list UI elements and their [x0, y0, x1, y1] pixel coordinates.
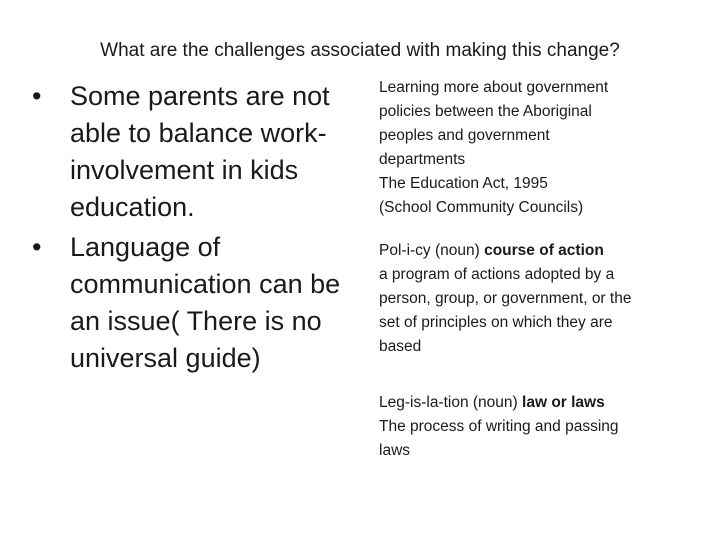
intro-paragraph [379, 76, 699, 220]
legislation-definition-line: The process of writing and passing [379, 418, 619, 435]
legislation-term-line [379, 391, 699, 415]
policy-term: Pol-i-cy (noun) [379, 242, 480, 259]
challenge-text: Some parents are not able to balance work- involvement in kids education. [70, 81, 330, 222]
intro-line: departments [379, 151, 466, 168]
policy-definition-line: set of principles on which they are [379, 314, 613, 331]
policy-heading: course of action [484, 242, 604, 259]
legislation-definition-line: laws [379, 442, 411, 459]
bullet-icon: • [32, 232, 42, 262]
challenge-bullet-item [30, 229, 360, 377]
intro-line: Learning more about government [379, 79, 609, 96]
slide-title: What are the challenges associated with making this change? [100, 40, 620, 61]
challenge-text: Language of communication can be an issue( There is no universal guide) [70, 232, 341, 373]
policy-term-line [379, 239, 699, 263]
intro-line: The Education Act, 1995 [379, 175, 548, 192]
bullet-icon: • [32, 81, 42, 111]
policy-definition [379, 239, 699, 359]
policy-definition-line: person, group, or government, or the [379, 290, 632, 307]
definitions-column [379, 76, 699, 463]
intro-line: policies between the Aboriginal [379, 103, 592, 120]
legislation-term: Leg-is-la-tion (noun) [379, 394, 518, 411]
intro-line: peoples and government [379, 127, 550, 144]
policy-definition-line: based [379, 338, 422, 355]
challenges-list [30, 78, 360, 377]
challenges-column [30, 78, 360, 380]
legislation-definition [379, 391, 699, 463]
challenge-bullet-item [30, 78, 360, 226]
intro-line: (School Community Councils) [379, 199, 584, 216]
legislation-heading: law or laws [522, 394, 605, 411]
policy-definition-line: a program of actions adopted by a [379, 266, 615, 283]
